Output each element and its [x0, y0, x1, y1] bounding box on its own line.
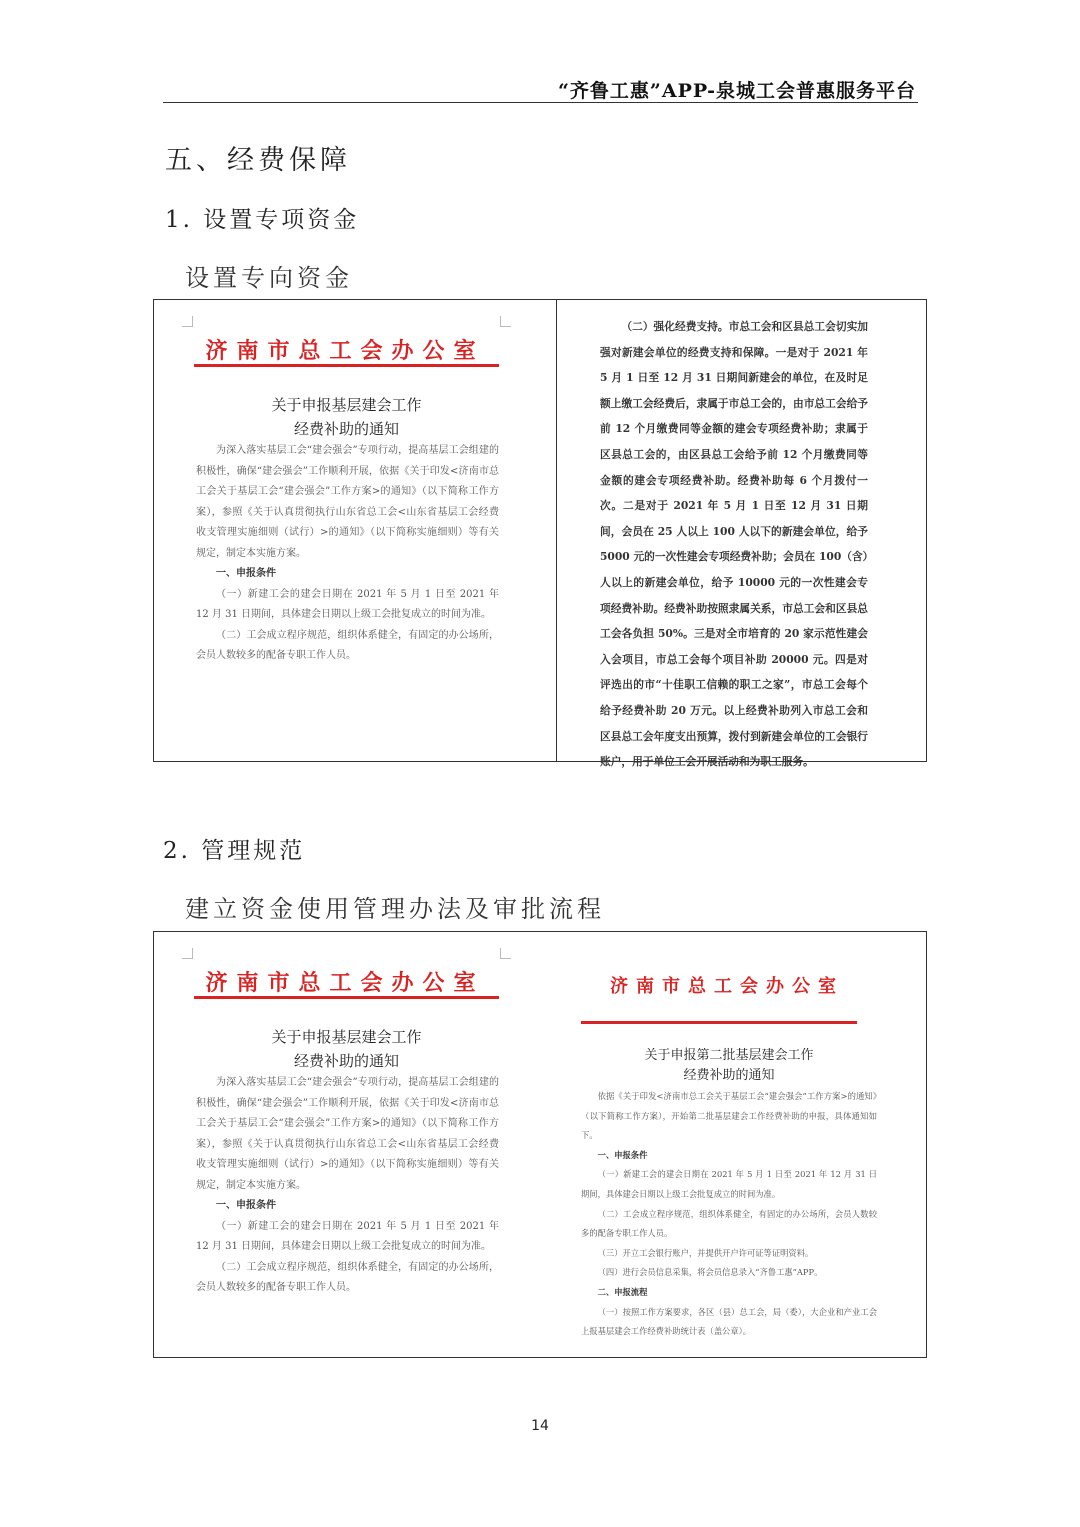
doc-red-rule — [581, 1021, 857, 1024]
crop-mark — [500, 316, 511, 327]
doc-red-rule — [194, 364, 499, 367]
doc-paragraph: 一、申报条件 — [597, 1149, 648, 1160]
doc-paragraph: 为深入落实基层工会“建会强会”专项行动，提高基层工会组建的积极性，确保“建会强会”工作顺利开展，依据《关于印发<济南市总工会关于基层工会“建会强会”工作方案>的通知》（以下简称工作方案），参照《关于认真贯彻执行山东省总工会<山东省基层工会经费收支管理实施细则（试行）>的通知》（以下简称实施细则）等有关规定，制定本实施方案。 — [196, 445, 499, 559]
figure-2 — [153, 931, 927, 1358]
doc-title-line-1: 关于申报第二批基层建会工作 — [644, 1048, 814, 1063]
doc-red-rule — [194, 996, 499, 999]
page-number: 14 — [531, 1418, 549, 1434]
subsection-title-1: 1. 设置专项资金 — [165, 207, 360, 233]
doc-body-dense — [600, 314, 868, 775]
doc-paragraph: （三）开立工会银行账户，并提供开户许可证等证明资料。 — [597, 1247, 814, 1258]
doc-body — [581, 1087, 877, 1342]
doc-paragraph: 一、申报条件 — [216, 1200, 276, 1211]
doc-paragraph: 为深入落实基层工会“建会强会”专项行动，提高基层工会组建的积极性，确保“建会强会”工作顺利开展，依据《关于印发<济南市总工会关于基层工会“建会强会”工作方案>的通知》（以下简称工作方案），参照《关于认真贯彻执行山东省总工会<山东省基层工会经费收支管理实施细则（试行）>的通知》（以下简称实施细则）等有关规定，制定本实施方案。 — [196, 1077, 499, 1191]
doc-office-header: 济南市总工会办公室 — [205, 970, 485, 996]
subsection-title-2: 2. 管理规范 — [163, 838, 306, 864]
doc-paragraph: 二、申报流程 — [597, 1286, 648, 1297]
doc-paragraph: （二）强化经费支持。市总工会和区县总工会切实加强对新建会单位的经费支持和保障。一是对于 2021 年 5 月 1 日至 12 月 31 日期间新建会的单位，在及时足额上缴工会经费后，隶属于市总工会的，由市总工会给予前 12 个月缴费同等金额的建会专项经费补助；隶属于区县总工会的，由区县总工会给予前 12 个月缴费同等金额的建会专项经费补助。经费补助每 6 个月拨付一次。二是对于 2021 年 5 月 1 日至 12 月 31 日期间，会员在 25 人以上 100 人以下的新建会单位，给予 5000 元的一次性建会专项经费补助；会员在 100（含）人以上的新建会单位，给予 10000 元的一次性建会专项经费补助。经费补助按照隶属关系，市总工会和区县总工会各负担 50%。三是对全市培育的 20 家示范性建会入会项目，市总工会每个项目补助 20000 元。四是对评选出的市“十佳职工信赖的职工之家”，市总工会每个给予经费补助 20 万元。以上经费补助列入市总工会和区县总工会年度支出预算，拨付到新建会单位的工会银行账户，用于单位工会开展活动和为职工服务。 — [600, 320, 868, 769]
crop-mark — [182, 948, 193, 959]
doc-paragraph: 依据《关于印发<济南市总工会关于基层工会“建会强会”工作方案>的通知》（以下简称工作方案），开始第二批基层建会工作经费补助的申报，具体通知如下。 — [581, 1091, 877, 1141]
doc-title-line-1: 关于申报基层建会工作 — [271, 396, 422, 414]
doc-title-line-1: 关于申报基层建会工作 — [271, 1028, 422, 1046]
crop-mark — [500, 948, 511, 959]
figure-1-divider — [556, 300, 557, 761]
page-header — [163, 70, 918, 103]
doc-paragraph: 一、申报条件 — [216, 568, 276, 579]
doc-title-line-2: 经费补助的通知 — [293, 1052, 399, 1070]
figure-caption-2: 建立资金使用管理办法及审批流程 — [185, 895, 605, 923]
doc-office-header: 济南市总工会办公室 — [610, 976, 844, 997]
doc-body — [196, 1073, 499, 1299]
doc-title — [194, 393, 499, 441]
doc-paragraph: （二）工会成立程序规范，组织体系健全，有固定的办公场所，会员人数较多的配备专职工作人员。 — [196, 1261, 499, 1293]
doc-paragraph: （一）新建工会的建会日期在 2021 年 5 月 1 日至 2021 年 12 月 31 日期间，具体建会日期以上级工会批复成立的时间为准。 — [196, 1220, 499, 1252]
doc-office-header: 济南市总工会办公室 — [205, 338, 485, 364]
doc-paragraph: （二）工会成立程序规范，组织体系健全，有固定的办公场所，会员人数较多的配备专职工作人员。 — [581, 1208, 877, 1239]
doc-paragraph: （一）按照工作方案要求，各区（县）总工会，局（委），大企业和产业工会上报基层建会工作经费补助统计表（盖公章）。 — [581, 1306, 877, 1337]
figure-caption-1: 设置专向资金 — [185, 264, 353, 292]
doc-title — [581, 1046, 877, 1086]
doc-paragraph: （四）进行会员信息采集，将会员信息录入“齐鲁工惠”APP。 — [597, 1267, 823, 1278]
doc-title — [194, 1025, 499, 1073]
crop-mark — [182, 316, 193, 327]
doc-title-line-2: 经费补助的通知 — [683, 1068, 775, 1083]
doc-paragraph: （一）新建工会的建会日期在 2021 年 5 月 1 日至 2021 年 12 月 31 日期间，具体建会日期以上级工会批复成立的时间为准。 — [196, 588, 499, 620]
doc-paragraph: （一）新建工会的建会日期在 2021 年 5 月 1 日至 2021 年 12 月 31 日期间，具体建会日期以上级工会批复成立的时间为准。 — [581, 1169, 877, 1199]
doc-paragraph: （二）工会成立程序规范，组织体系健全，有固定的办公场所，会员人数较多的配备专职工作人员。 — [196, 629, 499, 661]
doc-title-line-2: 经费补助的通知 — [293, 420, 399, 438]
header-title: “齐鲁工惠”APP-泉城工会普惠服务平台 — [557, 80, 916, 102]
figure-1 — [153, 299, 927, 769]
doc-body — [196, 441, 499, 667]
section-title: 五、经费保障 — [165, 145, 351, 176]
